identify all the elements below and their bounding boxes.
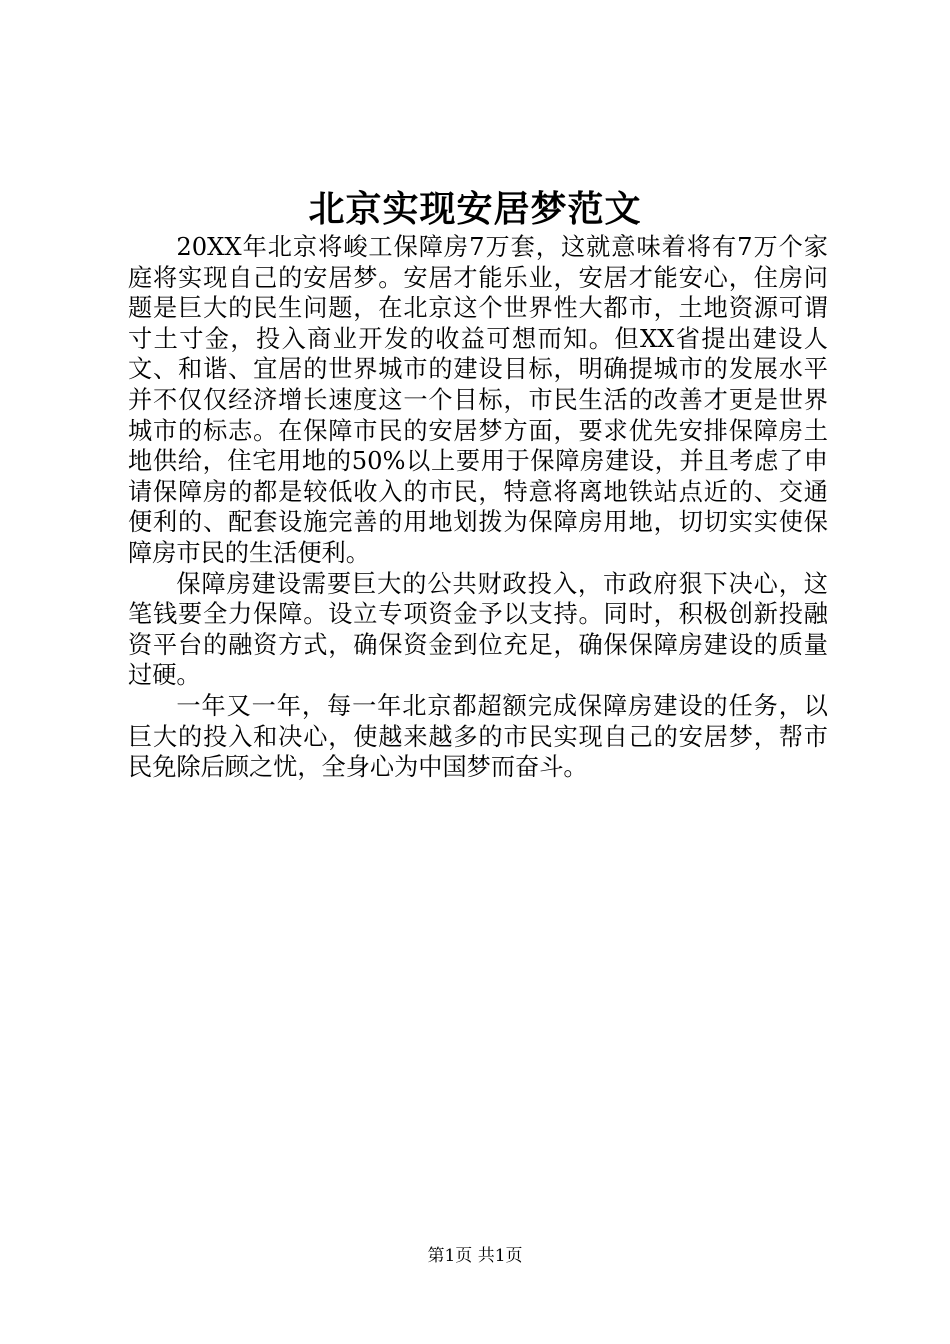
paragraph-2: 保障房建设需要巨大的公共财政投入，市政府狠下决心，这笔钱要全力保障。设立专项资金予以支持。同时，积极创新投融资平台的融资方式，确保资金到位充足，确保保障房建设的质量过硬。 (128, 569, 828, 690)
paragraph-3: 一年又一年，每一年北京都超额完成保障房建设的任务，以巨大的投入和决心，使越来越多的市民实现自己的安居梦，帮市民免除后顾之忧，全身心为中国梦而奋斗。 (128, 691, 828, 782)
page-number-footer: 第1页 共1页 (427, 1246, 523, 1266)
document-title: 北京实现安居梦范文 (308, 188, 642, 230)
paragraph-1: 20XX年北京将峻工保障房7万套，这就意味着将有7万个家庭将实现自己的安居梦。安居才能乐业，安居才能安心，住房问题是巨大的民生问题，在北京这个世界性大都市，土地资源可谓寸土寸金，投入商业开发的收益可想而知。但XX省提出建设人文、和谐、宜居的世界城市的建设目标，明确提城市的发展水平并不仅仅经济增长速度这一个目标，市民生活的改善才更是世界城市的标志。在保障市民的安居梦方面，要求优先安排保障房土地供给，住宅用地的50%以上要用于保障房建设，并且考虑了申请保障房的都是较低收入的市民，特意将离地铁站点近的、交通便利的、配套设施完善的用地划拨为保障房用地，切切实实使保障房市民的生活便利。 (128, 233, 828, 567)
document-body (128, 232, 828, 783)
